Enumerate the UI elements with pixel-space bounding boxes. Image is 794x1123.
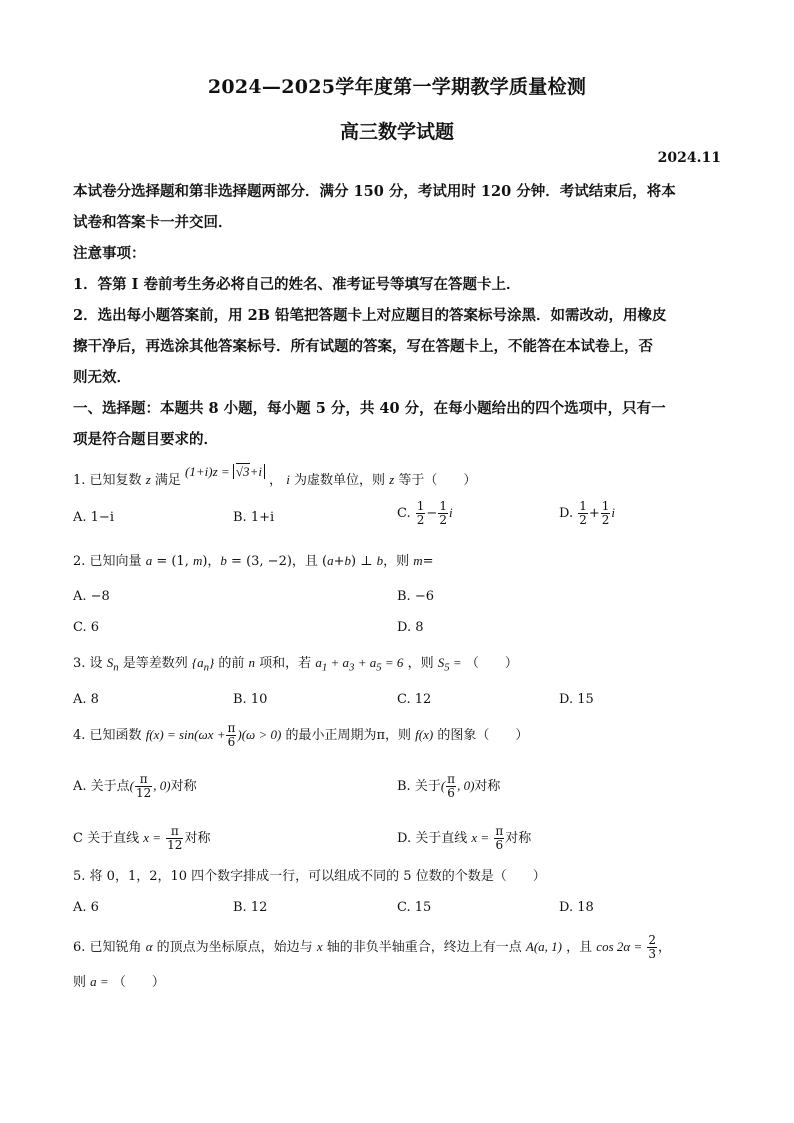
intro-line: 试卷和答案卡一并交回． [73, 214, 233, 231]
option[interactable]: B. 10 [233, 692, 268, 707]
option[interactable]: A. 关于点( $\frac{\pi}{12}$ , 0)对称 [73, 772, 197, 800]
option[interactable]: C. $\frac{1}{2}$ − $\frac{1}{2}$ i [397, 499, 453, 527]
option[interactable]: D. 关于直线 x = $\frac{\pi}{6}$ 对称 [397, 824, 532, 852]
option[interactable]: B. 12 [233, 900, 268, 915]
question-6-cont: 则 a = （ ） [73, 974, 165, 990]
option[interactable]: A. 1−i [73, 510, 114, 525]
option[interactable]: D. 18 [559, 900, 594, 915]
question-2: 2. 已知向量 a = (1, m)，b = (3, −2)，且 (a+b) ⊥ b，则 m= [73, 553, 434, 569]
section-heading: 一、选择题：本题共 8 小题，每小题 5 分，共 40 分，在每小题给出的四个选项中，只有一 [73, 400, 666, 417]
note-item: 1．答第 I 卷前考生务必将自己的姓名、准考证号等填写在答题卡上． [73, 276, 521, 293]
note-item: 则无效． [73, 369, 131, 386]
option[interactable]: C 关于直线 x = $\frac{\pi}{12}$ 对称 [73, 824, 211, 852]
option[interactable]: B. −6 [397, 589, 434, 604]
note-item: 2．选出每小题答案前，用 2B 铅笔把答题卡上对应题目的答案标号涂黑．如需改动，用橡皮 [73, 307, 667, 324]
exam-subtitle: 高三数学试题 [339, 121, 454, 143]
option[interactable]: B. 1+i [233, 510, 275, 525]
question-3: 3. 设 $S_n$ 是等差数列 $\{a_n\}$ 的前 n 项和，若 $a_1 + a_3 + a_5 = 6$ ，则 $S_5$ = （ ） [73, 655, 518, 674]
question-5: 5. 将 0，1，2，10 四个数字排成一行，可以组成不同的 5 位数的个数是（ ） [73, 869, 546, 884]
option[interactable]: D. $\frac{1}{2}$ + $\frac{1}{2}$ i [559, 499, 616, 527]
section-heading: 项是符合题目要求的． [73, 431, 218, 448]
option[interactable]: C. 15 [397, 900, 432, 915]
question-4: 4. 已知函数 f(x) = sin(ωx + $\frac{\pi}{6}$ )(ω > 0) 的最小正周期为π，则 f(x) 的图象（ ） [73, 721, 529, 749]
note-item: 擦干净后，再选涂其他答案标号．所有试题的答案，写在答题卡上，不能答在本试卷上，否 [73, 338, 653, 355]
option[interactable]: A. 8 [73, 692, 99, 707]
option[interactable]: C. 12 [397, 692, 432, 707]
option[interactable]: D. 15 [559, 692, 594, 707]
question-6: 6. 已知锐角 α 的顶点为坐标原点，始边与 x 轴的非负半轴重合，终边上有一点 A(a, 1) ，且 cos 2α = $\frac{2}{3}$ ， [73, 933, 672, 961]
intro-line: 本试卷分选择题和第非选择题两部分．满分 150 分，考试用时 120 分钟．考试结束后，将本 [73, 183, 676, 200]
option[interactable]: C. 6 [73, 620, 100, 635]
option[interactable]: A. 6 [73, 900, 99, 915]
question-1: 1. 已知复数 z 满足 (1+i)z = √3+i ， i 为虚数单位，则 z 等于（ ） [73, 464, 477, 488]
option[interactable]: A. −8 [73, 589, 110, 604]
intro-block [73, 176, 721, 455]
notes-title: 注意事项： [73, 245, 146, 262]
option[interactable]: D. 8 [397, 620, 424, 635]
exam-title: 2024—2025学年度第一学期教学质量检测 [207, 76, 587, 98]
exam-date: 2024.11 [657, 150, 721, 166]
option[interactable]: B. 关于( $\frac{\pi}{6}$ , 0)对称 [397, 772, 501, 800]
